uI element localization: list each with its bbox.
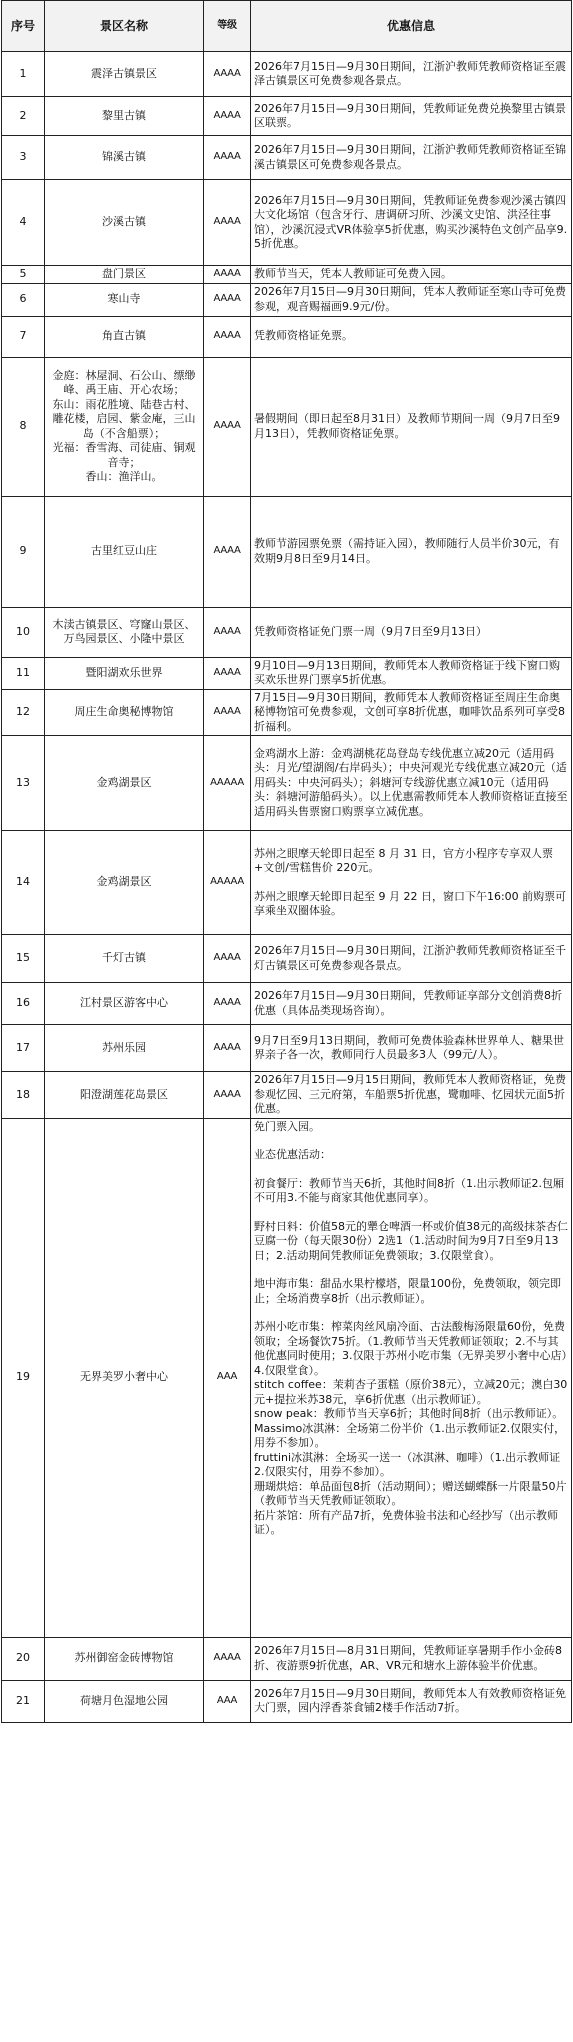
table-row: [2, 266, 572, 284]
discount-info: [251, 983, 572, 1025]
row-number: 8: [2, 357, 45, 496]
discount-info: [251, 97, 572, 136]
discount-info-paragraph: 凭教师资格证免票。: [254, 329, 353, 343]
discount-info-paragraph: 2026年7月15日—8月31日期间，凭教师证享暑期手作小金砖8折、夜游票9折优惠，AR、VR元和塘水上游体验半价优惠。: [254, 1644, 562, 1672]
discount-info: [251, 607, 572, 657]
table-row: [2, 983, 572, 1025]
discount-info: [251, 935, 572, 983]
row-number: 16: [2, 983, 45, 1025]
discount-info-paragraph: 2026年7月15日—9月30日期间，江浙沪教师凭教师资格证至震泽古镇景区可免费参观各景点。: [254, 59, 566, 87]
discount-info: [251, 316, 572, 357]
scenic-name: [45, 266, 204, 284]
scenic-name-line: 黎里古镇: [102, 108, 146, 122]
scenic-grade: AAAA: [204, 180, 251, 266]
scenic-grade: AAAA: [204, 496, 251, 607]
scenic-name-line: 东山：雨花胜境、陆巷古村、雕花楼，启园、紫金庵，三山岛（不含船票）；: [52, 397, 196, 440]
discount-info-paragraph: 业态优惠活动：: [254, 1148, 331, 1161]
table-row: [2, 316, 572, 357]
discount-info: [251, 52, 572, 97]
scenic-name: [45, 52, 204, 97]
scenic-name-line: 江村景区游客中心: [80, 996, 168, 1010]
scenic-name: [45, 1118, 204, 1637]
scenic-name-line: 木渎古镇景区、穹窿山景区、万鸟园景区、小隆中景区: [52, 617, 196, 645]
scenic-name: [45, 1637, 204, 1680]
discount-table-sheet: [1, 0, 572, 1723]
scenic-name: [45, 1072, 204, 1119]
row-number: 9: [2, 496, 45, 607]
row-number: 19: [2, 1118, 45, 1637]
table-row: [2, 357, 572, 496]
table-row: [2, 1025, 572, 1072]
scenic-name-line: 古里红豆山庄: [91, 544, 157, 558]
scenic-grade: AAAA: [204, 97, 251, 136]
scenic-grade: AAAA: [204, 607, 251, 657]
scenic-grade: AAAA: [204, 1025, 251, 1072]
discount-info: [251, 1637, 572, 1680]
table-row: [2, 52, 572, 97]
discount-info-paragraph: 苏州之眼摩天轮即日起至 8 月 31 日，官方小程序专享双人票+文创/雪糕售价 220元。: [254, 846, 553, 874]
table-row: [2, 1072, 572, 1119]
scenic-name: [45, 935, 204, 983]
scenic-name-line: 金鸡湖景区: [96, 775, 152, 789]
discount-info-paragraph: 教师节游园票免票（需持证入园），教师随行人员半价30元，有效期9月8日至9月14日。: [254, 537, 560, 565]
row-number: 15: [2, 935, 45, 983]
row-number: 13: [2, 736, 45, 831]
table-row: [2, 607, 572, 657]
discount-info: [251, 266, 572, 284]
scenic-name-line: 金庭：林屋洞、石公山、缥缈峰、禹王庙、开心农场；: [52, 368, 196, 396]
scenic-name-line: 香山：渔洋山。: [85, 470, 163, 483]
scenic-grade: AAAA: [204, 316, 251, 357]
scenic-name: [45, 607, 204, 657]
discount-info-paragraph: 暑假期间（即日起至8月31日）及教师节期间一周（9月7日至9月13日），凭教师资格证免票。: [254, 412, 560, 440]
row-number: 4: [2, 180, 45, 266]
discount-info-paragraph: 9月10日—9月13日期间，教师凭本人教师资格证于线下窗口购买欢乐世界门票享5折优惠。: [254, 658, 560, 686]
discount-info: [251, 689, 572, 736]
discount-info: [251, 736, 572, 831]
row-number: 5: [2, 266, 45, 284]
scenic-name: [45, 283, 204, 316]
scenic-discount-table: [1, 0, 572, 1723]
header-no: 序号: [2, 1, 45, 52]
scenic-name-line: 角直古镇: [102, 329, 146, 343]
row-number: 3: [2, 136, 45, 180]
scenic-name-line: 沙溪古镇: [102, 215, 146, 229]
discount-info-paragraph: 2026年7月15日—9月30日期间，凭教师证免费参观沙溪古镇四大文化场馆（包含牙行、唐调研习所、沙溪文史馆、洪泾往事馆），沙溪沉浸式VR体验享5折优惠，购买沙溪特色文创产品享9.5折优惠。: [254, 193, 568, 250]
scenic-name-line: 无界美罗小奢中心: [80, 1370, 168, 1384]
scenic-name: [45, 1025, 204, 1072]
discount-info-paragraph: 7月15日—9月30日期间，教师凭本人教师资格证至周庄生命奥秘博物馆可免费参观，文创可享8折优惠，咖啡饮品系列可享受8折福利。: [254, 690, 565, 733]
scenic-name: [45, 180, 204, 266]
discount-info: [251, 496, 572, 607]
table-row: [2, 136, 572, 180]
scenic-grade: AAAA: [204, 266, 251, 284]
discount-info-paragraph: 地中海市集：甜品水果柠檬塔，限量100份，免费领取，领完即止；全场消费享8折（出示教师证）。: [254, 1277, 561, 1305]
scenic-name-line: 金鸡湖景区: [96, 875, 152, 889]
discount-info-paragraph: 凭教师资格证免门票一周（9月7日至9月13日）: [254, 624, 487, 638]
scenic-grade: AAAAA: [204, 831, 251, 935]
scenic-name: [45, 357, 204, 496]
scenic-grade: AAA: [204, 1680, 251, 1722]
table-row: [2, 736, 572, 831]
scenic-name-line: 荷塘月色湿地公园: [80, 1693, 168, 1707]
row-number: 12: [2, 689, 45, 736]
discount-info: [251, 1072, 572, 1119]
scenic-name-line: 千灯古镇: [102, 951, 146, 965]
discount-info-paragraph: 初食餐厅：教师节当天6折，其他时间8折（1.出示教师证2.包厢不可用3.不能与商家其他优惠同享）。: [254, 1176, 564, 1204]
scenic-name: [45, 97, 204, 136]
scenic-name: [45, 689, 204, 736]
row-number: 14: [2, 831, 45, 935]
scenic-name-line: 苏州乐园: [102, 1040, 146, 1054]
scenic-name-line: 寒山寺: [107, 292, 141, 306]
scenic-name: [45, 1680, 204, 1722]
scenic-name: [45, 736, 204, 831]
scenic-grade: AAAA: [204, 1072, 251, 1119]
table-row: [2, 657, 572, 689]
scenic-name: [45, 657, 204, 689]
header-name: 景区名称: [45, 1, 204, 52]
discount-info-paragraph: 2026年7月15日—9月30日期间，凭教师证享部分文创消费8折优惠（具体品类现场咨询）。: [254, 989, 562, 1017]
scenic-grade: AAAA: [204, 52, 251, 97]
row-number: 6: [2, 283, 45, 316]
discount-info-paragraph: 2026年7月15日—9月30日期间，江浙沪教师凭教师资格证至千灯古镇景区可免费参观各景点。: [254, 944, 566, 972]
scenic-name-line: 盘门景区: [102, 267, 146, 280]
discount-info-paragraph: 金鸡湖水上游：金鸡湖桃花岛登岛专线优惠立减20元（适用码头：月光/望湖阁/右岸码头）；中央河观光专线优惠立减20元（适用码头：中央河码头）；斜塘河专线游优惠立减10元（适用码头：斜塘河游船码头）。以上优惠需教师凭本人教师资格证直接至适用码头售票窗口购票享立减优惠。: [254, 746, 568, 818]
table-row: [2, 689, 572, 736]
scenic-name-line: 震泽古镇景区: [91, 66, 157, 80]
discount-info-paragraph: 2026年7月15日—9月30日期间，凭本人教师证至寒山寺可免费参观，观音赐福画9.9元/份。: [254, 285, 566, 313]
table-row: [2, 1680, 572, 1722]
discount-info-paragraph: 2026年7月15日—9月30日期间，江浙沪教师凭教师资格证至锦溪古镇景区可免费参观各景点。: [254, 143, 566, 171]
scenic-grade: AAAA: [204, 357, 251, 496]
scenic-name-line: 锦溪古镇: [102, 150, 146, 164]
table-header-row: [2, 1, 572, 52]
scenic-grade: AAAA: [204, 1637, 251, 1680]
scenic-name-line: 苏州御窑金砖博物馆: [74, 1651, 174, 1665]
discount-info-paragraph: 苏州小吃市集：榨菜肉丝风扇冷面、古法酸梅汤限量60份，免费领取；全场餐饮75折。（1.教师节当天凭教师证领取；2.不与其他优惠同时使用；3.仅限于苏州小吃市集（无界美罗小奢中心店）4.仅限堂食）。 stitch coffee：茉莉杏子蛋糕（原价38元），立减20元；澳白30元+提拉米苏38元，享6折优惠（出示教师证）。 snow peak：教师节当天享6折；其他时间8折（出示教师证）。 Massimo冰淇淋：全场第二份半价（1.出示教师证2.仅限实付，用券不参加）。 fruttini冰淇淋：全场买一送一（冰淇淋、咖啡）（1.出示教师证2.仅限实付，用券不参加）。 珊瑚烘焙：单品面包8折（活动期间）；赠送蝴蝶酥一片限量50片（教师节当天凭教师证领取）。 拓片茶馆：所有产品7折，免费体验书法和心经抄写（出示教师证）。: [254, 1320, 568, 1536]
table-row: [2, 1118, 572, 1637]
row-number: 18: [2, 1072, 45, 1119]
scenic-name-line: 光福：香雪海、司徒庙、铜观音寺；: [52, 441, 196, 469]
discount-info-paragraph: 2026年7月15日—9月15日期间，教师凭本人教师资格证，免费参观忆园、三元府第，车船票5折优惠，鹭咖啡、忆园状元面5折优惠。: [254, 1073, 566, 1115]
row-number: 10: [2, 607, 45, 657]
table-row: [2, 831, 572, 935]
scenic-grade: AAAA: [204, 657, 251, 689]
discount-info: [251, 657, 572, 689]
scenic-grade: AAA: [204, 1118, 251, 1637]
discount-info: [251, 1025, 572, 1072]
discount-info-paragraph: 2026年7月15日—9月30日期间，教师凭本人有效教师资格证免大门票，园内浮香茶食铺2楼手作活动7折。: [254, 1686, 566, 1714]
table-row: [2, 496, 572, 607]
discount-info: [251, 180, 572, 266]
scenic-grade: AAAA: [204, 689, 251, 736]
scenic-grade: AAAA: [204, 983, 251, 1025]
table-row: [2, 935, 572, 983]
scenic-grade: AAAA: [204, 935, 251, 983]
table-row: [2, 180, 572, 266]
scenic-name: [45, 496, 204, 607]
discount-info: [251, 357, 572, 496]
row-number: 7: [2, 316, 45, 357]
discount-info: [251, 1118, 572, 1637]
discount-info-paragraph: 野村日料：价值58元的犟仓啤酒一杯或价值38元的高级抹茶杏仁豆腐一份（每天限30份）2选1（1.活动时间为9月7日至9月13日；2.活动期间凭教师证免费领取；3.仅限堂食）。: [254, 1219, 568, 1262]
scenic-name-line: 周庄生命奥秘博物馆: [74, 705, 174, 718]
header-info: 优惠信息: [251, 1, 572, 52]
header-grade: 等级: [204, 1, 251, 52]
discount-info-paragraph: 9月7日至9月13日期间，教师可免费体验森林世界单人、糖果世界亲子各一次，教师同行人员最多3人（99元/人）。: [254, 1033, 564, 1061]
scenic-grade: AAAAA: [204, 736, 251, 831]
scenic-name: [45, 983, 204, 1025]
table-row: [2, 1637, 572, 1680]
table-body: [2, 52, 572, 1723]
discount-info-paragraph: 免门票入园。: [254, 1119, 320, 1133]
scenic-grade: AAAA: [204, 136, 251, 180]
table-row: [2, 283, 572, 316]
scenic-name-line: 阳澄湖莲花岛景区: [80, 1087, 168, 1101]
discount-info: [251, 1680, 572, 1722]
discount-info: [251, 831, 572, 935]
scenic-name-line: 暨阳湖欢乐世界: [85, 665, 163, 679]
row-number: 17: [2, 1025, 45, 1072]
row-number: 20: [2, 1637, 45, 1680]
discount-info-paragraph: 苏州之眼摩天轮即日起至 9 月 22 日，窗口下午16:00 前购票可享乘坐双圈体验。: [254, 889, 567, 917]
discount-info: [251, 136, 572, 180]
row-number: 1: [2, 52, 45, 97]
scenic-name: [45, 316, 204, 357]
scenic-name: [45, 831, 204, 935]
discount-info: [251, 283, 572, 316]
scenic-grade: AAAA: [204, 283, 251, 316]
discount-info-paragraph: 教师节当天，凭本人教师证可免费入园。: [254, 267, 452, 280]
row-number: 11: [2, 657, 45, 689]
row-number: 2: [2, 97, 45, 136]
row-number: 21: [2, 1680, 45, 1722]
discount-info-paragraph: 2026年7月15日—9月30日期间，凭教师证免费兑换黎里古镇景区联票。: [254, 101, 566, 129]
scenic-name: [45, 136, 204, 180]
table-row: [2, 97, 572, 136]
